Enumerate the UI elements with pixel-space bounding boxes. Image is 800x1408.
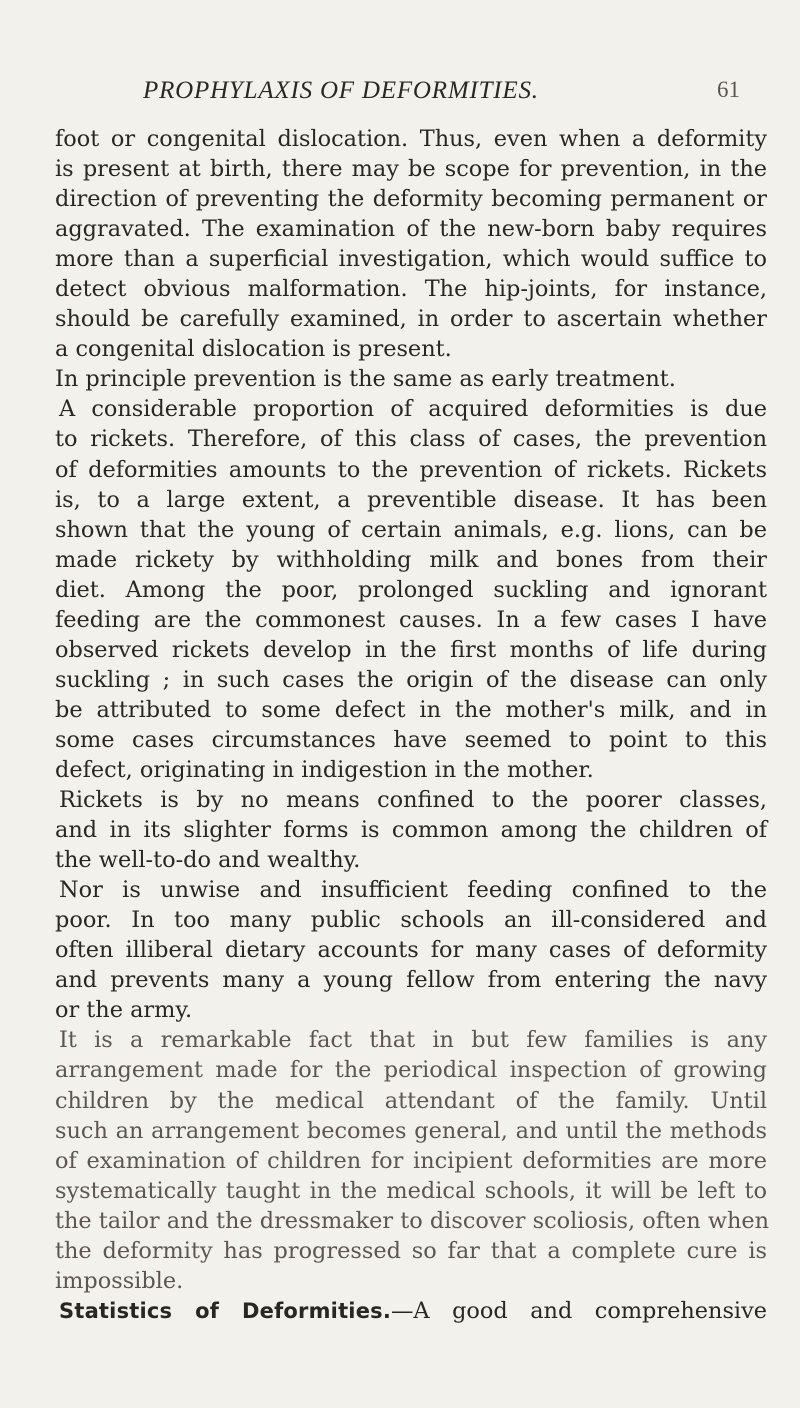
- text-line: and in its slighter forms is common among the children of: [55, 817, 767, 844]
- text-line: the well-to-do and wealthy.: [55, 847, 361, 874]
- section-heading: Statistics of Deformities.: [59, 1298, 392, 1323]
- text-line: systematically taught in the medical schools, it will be left to: [55, 1177, 767, 1204]
- text-line: poor. In too many public schools an ill-considered and: [55, 907, 767, 934]
- text-line: In principle prevention is the same as early treatment.: [55, 366, 676, 393]
- text-line: observed rickets develop in the first months of life during: [55, 636, 767, 663]
- text-line: foot or congenital dislocation. Thus, even when a deformity: [55, 126, 767, 152]
- text-line: direction of preventing the deformity becoming permanent or: [55, 186, 767, 213]
- text-line: aggravated. The examination of the new-born baby requires: [55, 216, 767, 243]
- text-line: the tailor and the dressmaker to discover scoliosis, often when: [55, 1207, 770, 1234]
- page-number: 61: [717, 77, 740, 102]
- text-line: It is a remarkable fact that in but few families is any: [59, 1027, 767, 1054]
- text-line: Nor is unwise and insufficient feeding confined to the: [59, 877, 767, 904]
- text-line: often illiberal dietary accounts for many cases of deformity: [55, 937, 767, 964]
- text-line: diet. Among the poor, prolonged suckling and ignorant: [55, 576, 767, 603]
- text-line: suckling ; in such cases the origin of the disease can only: [55, 666, 767, 693]
- running-head: [0, 77, 800, 107]
- text-line: more than a superficial investigation, which would suffice to: [55, 246, 767, 273]
- text-line: should be carefully examined, in order to ascertain whether: [55, 306, 767, 333]
- text-line: made rickety by withholding milk and bones from their: [55, 546, 767, 573]
- text-line: defect, originating in indigestion in the mother.: [55, 756, 594, 783]
- text-line: is present at birth, there may be scope for prevention, in the: [55, 156, 767, 183]
- section-lead-text: —A good and comprehensive: [391, 1297, 767, 1324]
- text-line: of examination of children for incipient deformities are more: [55, 1147, 767, 1174]
- running-title: PROPHYLAXIS OF DEFORMITIES.: [143, 77, 539, 104]
- text-line: shown that the young of certain animals, e.g. lions, can be: [55, 516, 767, 543]
- text-line: impossible.: [55, 1267, 184, 1294]
- text-line: A considerable proportion of acquired deformities is due: [59, 396, 767, 423]
- text-line: of deformities amounts to the prevention of rickets. Rickets: [55, 456, 767, 483]
- text-line: a congenital dislocation is present.: [55, 336, 452, 363]
- text-line: to rickets. Therefore, of this class of cases, the prevention: [55, 426, 767, 453]
- final-line: [55, 1296, 767, 1326]
- text-line: arrangement made for the periodical inspection of growing: [55, 1057, 767, 1084]
- text-line: is, to a large extent, a preventible disease. It has been: [55, 486, 767, 513]
- text-line: such an arrangement becomes general, and until the methods: [55, 1117, 767, 1144]
- text-line: detect obvious malformation. The hip-joints, for instance,: [55, 276, 767, 303]
- text-line: some cases circumstances have seemed to point to this: [55, 726, 767, 753]
- text-line: and prevents many a young fellow from entering the navy: [55, 967, 767, 994]
- text-line: the deformity has progressed so far that a complete cure is: [55, 1237, 767, 1264]
- text-line: be attributed to some defect in the mother's milk, and in: [55, 696, 767, 723]
- text-line: or the army.: [55, 997, 193, 1024]
- text-line: feeding are the commonest causes. In a few cases I have: [55, 606, 767, 633]
- text-line: children by the medical attendant of the family. Until: [55, 1087, 767, 1114]
- text-line: Rickets is by no means confined to the poorer classes,: [59, 787, 767, 814]
- page-body: [55, 124, 770, 1326]
